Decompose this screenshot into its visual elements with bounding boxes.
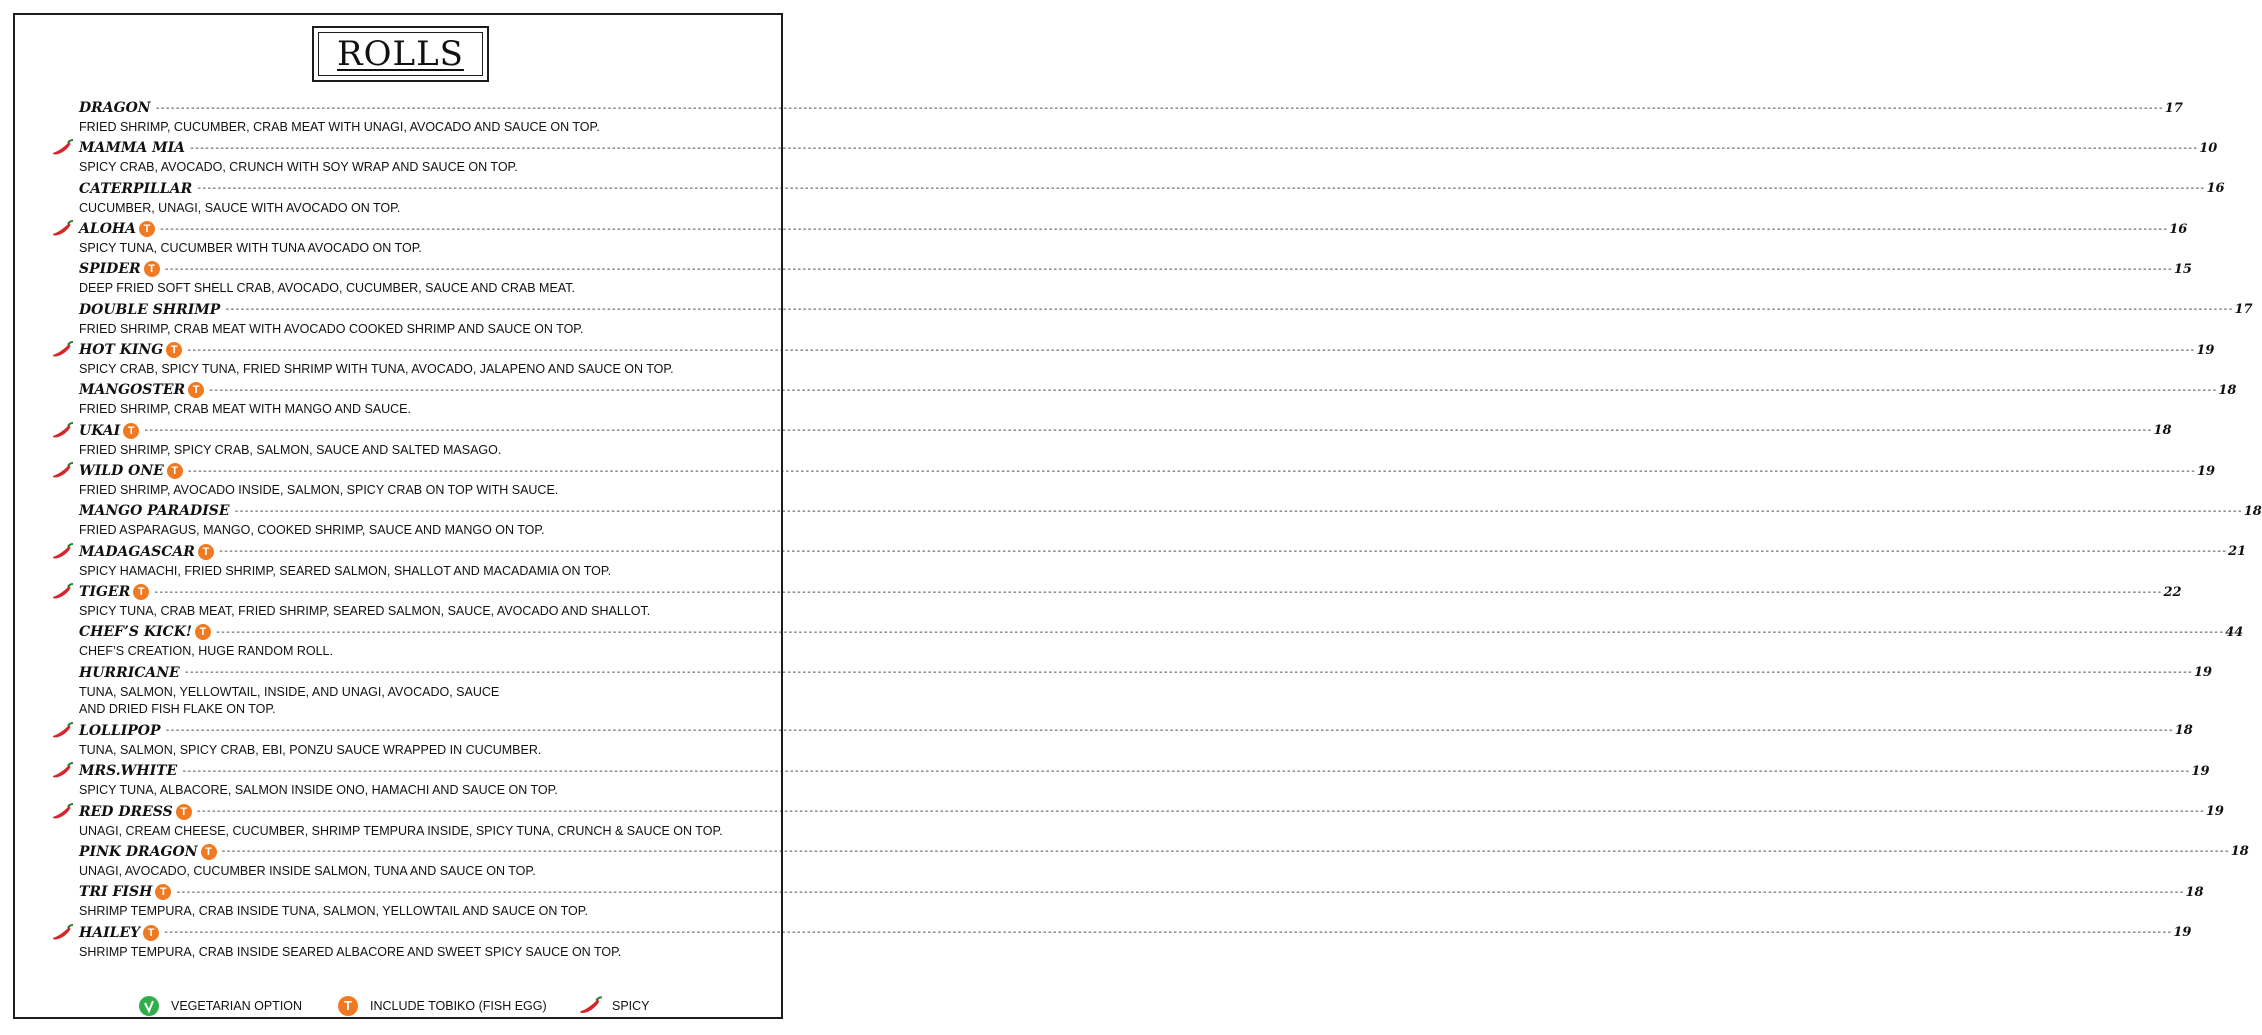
menu-item xyxy=(0,542,2247,582)
dotted-leader: ---------------------------------------------------------------------------------------------------------------------------------------------------------------------------------------------------------------------------------------------------------------------------------------------------------------------------------------------------------------------------------------------------------------- xyxy=(186,465,2195,477)
dotted-leader: ---------------------------------------------------------------------------------------------------------------------------------------------------------------------------------------------------------------------------------------------------------------------------------------------------------------------------------------------------------------------------------------------------------------- xyxy=(217,546,2227,558)
item-description xyxy=(79,119,729,136)
item-description xyxy=(79,280,729,297)
dotted-leader: ---------------------------------------------------------------------------------------------------------------------------------------------------------------------------------------------------------------------------------------------------------------------------------------------------------------------------------------------------------------------------------------------------------------- xyxy=(163,927,2172,939)
tobiko-icon: T xyxy=(166,342,182,358)
item-description xyxy=(79,742,729,759)
item-description xyxy=(79,361,729,378)
item-description-line: TUNA, SALMON, YELLOWTAIL, INSIDE, AND UNAGI, AVOCADO, SAUCE xyxy=(79,684,500,699)
item-description-line: SPICY HAMACHI, FRIED SHRIMP, SEARED SALMON, SHALLOT AND MACADAMIA ON TOP. xyxy=(79,563,612,578)
tobiko-icon: T xyxy=(167,463,183,479)
item-price: 19 xyxy=(2197,463,2216,479)
item-price: 18 xyxy=(2174,723,2193,739)
chili-pepper-icon xyxy=(51,924,75,942)
menu-item xyxy=(0,461,2216,501)
item-description-line: UNAGI, AVOCADO, CUCUMBER INSIDE SALMON, TUNA AND SAUCE ON TOP. xyxy=(79,863,536,878)
dotted-leader: ---------------------------------------------------------------------------------------------------------------------------------------------------------------------------------------------------------------------------------------------------------------------------------------------------------------------------------------------------------------------------------------------------------------- xyxy=(143,425,2152,437)
chili-pepper-icon xyxy=(51,762,75,780)
chili-pepper-icon xyxy=(51,422,75,440)
item-description xyxy=(79,903,729,920)
legend-vegetarian xyxy=(139,994,302,1018)
item-name: TIGER xyxy=(79,584,131,601)
item-price: 18 xyxy=(2153,423,2172,439)
menu-item xyxy=(0,721,2193,761)
chili-pepper-icon xyxy=(51,220,75,238)
item-price: 18 xyxy=(2218,382,2237,398)
item-name: UKAI xyxy=(79,422,121,439)
tobiko-icon: T xyxy=(123,423,139,439)
item-price: 44 xyxy=(2225,624,2244,640)
item-description xyxy=(79,401,729,418)
tobiko-icon: T xyxy=(144,261,160,277)
legend xyxy=(0,994,800,1020)
item-name: TRI FISH xyxy=(79,884,153,901)
dotted-leader: ---------------------------------------------------------------------------------------------------------------------------------------------------------------------------------------------------------------------------------------------------------------------------------------------------------------------------------------------------------------------------------------------------------------- xyxy=(220,846,2229,858)
item-price: 15 xyxy=(2173,261,2192,277)
menu-item xyxy=(0,842,2249,882)
item-description xyxy=(79,159,729,176)
item-description xyxy=(79,643,729,660)
menu-item xyxy=(0,259,2192,299)
chili-pepper-icon xyxy=(51,139,75,157)
item-description xyxy=(79,944,729,961)
item-price: 19 xyxy=(2205,804,2224,819)
item-description xyxy=(79,563,729,580)
item-description xyxy=(79,684,729,718)
item-description-line: FRIED ASPARAGUS, MANGO, COOKED SHRIMP, SAUCE AND MANGO ON TOP. xyxy=(79,523,545,538)
dotted-leader: ---------------------------------------------------------------------------------------------------------------------------------------------------------------------------------------------------------------------------------------------------------------------------------------------------------------------------------------------------------------------------------------------------------------- xyxy=(181,765,2190,777)
item-description-line: UNAGI, CREAM CHEESE, CUCUMBER, SHRIMP TEMPURA INSIDE, SPICY TUNA, CRUNCH & SAUCE ON TOP. xyxy=(79,823,723,838)
tobiko-icon: T xyxy=(195,624,211,640)
dotted-leader: ---------------------------------------------------------------------------------------------------------------------------------------------------------------------------------------------------------------------------------------------------------------------------------------------------------------------------------------------------------------------------------------------------------------- xyxy=(215,626,2224,638)
item-description-line: DEEP FRIED SOFT SHELL CRAB, AVOCADO, CUCUMBER, SAUCE AND CRAB MEAT. xyxy=(79,281,575,296)
item-description xyxy=(79,823,729,840)
menu-item xyxy=(0,882,2204,922)
dotted-leader: ---------------------------------------------------------------------------------------------------------------------------------------------------------------------------------------------------------------------------------------------------------------------------------------------------------------------------------------------------------------------------------------------------------------- xyxy=(183,667,2192,679)
dotted-leader: ---------------------------------------------------------------------------------------------------------------------------------------------------------------------------------------------------------------------------------------------------------------------------------------------------------------------------------------------------------------------------------------------------------------- xyxy=(159,223,2168,235)
item-name: HAILEY xyxy=(79,924,141,941)
chili-pepper-icon xyxy=(51,462,75,480)
menu-item xyxy=(0,622,2244,662)
page-title: ROLLS xyxy=(337,34,464,74)
item-name: PINK DRAGON xyxy=(79,843,198,860)
chili-pepper-icon xyxy=(578,996,604,1016)
item-description xyxy=(79,321,729,338)
item-price: 17 xyxy=(2234,302,2253,318)
chili-pepper-icon xyxy=(51,543,75,561)
dotted-leader: ---------------------------------------------------------------------------------------------------------------------------------------------------------------------------------------------------------------------------------------------------------------------------------------------------------------------------------------------------------------------------------------------------------------- xyxy=(208,384,2217,396)
menu-item xyxy=(0,923,2192,963)
menu-item xyxy=(0,219,2188,259)
item-price: 22 xyxy=(2163,584,2182,600)
menu-item xyxy=(0,380,2237,420)
chili-pepper-icon xyxy=(51,341,75,359)
item-description-line: SPICY TUNA, ALBACORE, SALMON INSIDE ONO, HAMACHI AND SAUCE ON TOP. xyxy=(79,783,558,798)
item-description-line: TUNA, SALMON, SPICY CRAB, EBI, PONZU SAUCE WRAPPED IN CUCUMBER. xyxy=(79,742,542,757)
vegetarian-icon xyxy=(139,996,159,1016)
dotted-leader: ---------------------------------------------------------------------------------------------------------------------------------------------------------------------------------------------------------------------------------------------------------------------------------------------------------------------------------------------------------------------------------------------------------------- xyxy=(163,263,2172,275)
item-name: HOT KING xyxy=(79,342,164,359)
dotted-leader: ---------------------------------------------------------------------------------------------------------------------------------------------------------------------------------------------------------------------------------------------------------------------------------------------------------------------------------------------------------------------------------------------------------------- xyxy=(153,586,2162,598)
chili-pepper-icon xyxy=(51,722,75,740)
item-name: MAMMA MIA xyxy=(79,140,185,157)
item-name: WILD ONE xyxy=(79,463,164,480)
tobiko-icon: T xyxy=(188,382,204,398)
tobiko-icon: T xyxy=(201,844,217,860)
item-description xyxy=(79,240,729,257)
item-price: 16 xyxy=(2169,221,2188,237)
menu-item xyxy=(0,582,2182,622)
menu-item xyxy=(0,761,2210,801)
item-name: RED DRESS xyxy=(79,803,173,820)
item-description-line: SHRIMP TEMPURA, CRAB INSIDE SEARED ALBACORE AND SWEET SPICY SAUCE ON TOP. xyxy=(79,944,622,959)
item-price: 21 xyxy=(2228,544,2247,560)
tobiko-icon: T xyxy=(338,996,358,1016)
item-description-line: FRIED SHRIMP, CRAB MEAT WITH MANGO AND SAUCE. xyxy=(79,402,411,417)
item-description-line: SHRIMP TEMPURA, CRAB INSIDE TUNA, SALMON, YELLOWTAIL AND SAUCE ON TOP. xyxy=(79,904,588,919)
item-name: DOUBLE SHRIMP xyxy=(79,301,221,318)
dotted-leader: ---------------------------------------------------------------------------------------------------------------------------------------------------------------------------------------------------------------------------------------------------------------------------------------------------------------------------------------------------------------------------------------------------------------- xyxy=(196,183,2205,195)
item-name: HURRICANE xyxy=(79,664,180,681)
item-name: MANGO PARADISE xyxy=(79,503,230,520)
item-name: MRS.WHITE xyxy=(79,763,178,780)
item-description-line: CUCUMBER, UNAGI, SAUCE WITH AVOCADO ON TOP. xyxy=(79,200,401,215)
item-name: MANGOSTER xyxy=(79,382,186,399)
item-price: 18 xyxy=(2185,884,2204,900)
legend-vegetarian-label: VEGETARIAN OPTION xyxy=(171,999,303,1013)
menu-item xyxy=(0,340,2215,380)
item-price: 18 xyxy=(2243,503,2262,519)
item-description-line: CHEF’S CREATION, HUGE RANDOM ROLL. xyxy=(79,644,333,659)
dotted-leader: ---------------------------------------------------------------------------------------------------------------------------------------------------------------------------------------------------------------------------------------------------------------------------------------------------------------------------------------------------------------------------------------------------------------- xyxy=(164,725,2173,737)
item-name: CHEF’S KICK! xyxy=(79,624,193,641)
item-description xyxy=(79,442,729,459)
item-price: 19 xyxy=(2191,763,2210,779)
item-description-line: FRIED SHRIMP, AVOCADO INSIDE, SALMON, SPICY CRAB ON TOP WITH SAUCE. xyxy=(79,483,559,498)
item-description-line: AND DRIED FISH FLAKE ON TOP. xyxy=(79,701,276,716)
chili-pepper-icon xyxy=(51,583,75,601)
dotted-leader: ---------------------------------------------------------------------------------------------------------------------------------------------------------------------------------------------------------------------------------------------------------------------------------------------------------------------------------------------------------------------------------------------------------------- xyxy=(224,304,2233,316)
chili-pepper-icon xyxy=(51,803,75,821)
dotted-leader: ---------------------------------------------------------------------------------------------------------------------------------------------------------------------------------------------------------------------------------------------------------------------------------------------------------------------------------------------------------------------------------------------------------------- xyxy=(175,886,2184,898)
dotted-leader: ---------------------------------------------------------------------------------------------------------------------------------------------------------------------------------------------------------------------------------------------------------------------------------------------------------------------------------------------------------------------------------------------------------------- xyxy=(233,505,2242,517)
menu-item xyxy=(0,98,2183,138)
legend-tobiko-label: INCLUDE TOBIKO (FISH EGG) xyxy=(370,999,547,1013)
item-name: LOLLIPOP xyxy=(79,722,161,739)
menu-item xyxy=(0,802,2224,842)
item-description-line: FRIED SHRIMP, CRAB MEAT WITH AVOCADO COOKED SHRIMP AND SAUCE ON TOP. xyxy=(79,321,584,336)
item-description-line: SPICY TUNA, CUCUMBER WITH TUNA AVOCADO ON TOP. xyxy=(79,241,422,256)
item-name: DRAGON xyxy=(79,100,151,116)
item-description-line: FRIED SHRIMP, SPICY CRAB, SALMON, SAUCE AND SALTED MASAGO. xyxy=(79,442,502,457)
menu-item xyxy=(0,138,2218,178)
dotted-leader: ---------------------------------------------------------------------------------------------------------------------------------------------------------------------------------------------------------------------------------------------------------------------------------------------------------------------------------------------------------------------------------------------------------------- xyxy=(195,806,2204,817)
menu-item xyxy=(0,300,2253,340)
item-description xyxy=(79,522,729,539)
item-price: 17 xyxy=(2164,100,2183,116)
item-description xyxy=(79,782,729,799)
item-description-line: FRIED SHRIMP, CUCUMBER, CRAB MEAT WITH UNAGI, AVOCADO AND SAUCE ON TOP. xyxy=(79,120,600,134)
item-price: 10 xyxy=(2199,140,2218,156)
legend-spicy-label: SPICY xyxy=(612,999,650,1013)
tobiko-icon: T xyxy=(143,925,159,941)
item-description-line: SPICY CRAB, SPICY TUNA, FRIED SHRIMP WITH TUNA, AVOCADO, JALAPENO AND SAUCE ON TOP. xyxy=(79,362,674,377)
dotted-leader: ---------------------------------------------------------------------------------------------------------------------------------------------------------------------------------------------------------------------------------------------------------------------------------------------------------------------------------------------------------------------------------------------------------------- xyxy=(186,344,2195,356)
dotted-leader: ---------------------------------------------------------------------------------------------------------------------------------------------------------------------------------------------------------------------------------------------------------------------------------------------------------------------------------------------------------------------------------------------------------------- xyxy=(154,102,2163,114)
title-box xyxy=(312,26,489,82)
item-description xyxy=(79,200,729,217)
item-name: MADAGASCAR xyxy=(79,543,195,560)
menu-item xyxy=(0,501,2262,541)
item-price: 19 xyxy=(2196,342,2215,358)
tobiko-icon: T xyxy=(139,221,155,237)
item-name: CATERPILLAR xyxy=(79,180,193,197)
menu-item xyxy=(0,663,2213,721)
tobiko-icon: T xyxy=(155,884,171,900)
item-description xyxy=(79,482,729,499)
legend-tobiko xyxy=(338,994,547,1018)
item-price: 16 xyxy=(2206,181,2225,197)
item-price: 19 xyxy=(2173,925,2192,941)
tobiko-icon: T xyxy=(176,804,192,820)
tobiko-icon: T xyxy=(198,544,214,560)
menu-item xyxy=(0,421,2172,461)
menu-items-list xyxy=(0,98,2262,963)
item-price: 18 xyxy=(2230,844,2249,860)
menu-item xyxy=(0,179,2225,219)
item-description xyxy=(79,603,729,620)
item-description-line: SPICY TUNA, CRAB MEAT, FRIED SHRIMP, SEARED SALMON, SAUCE, AVOCADO AND SHALLOT. xyxy=(79,604,651,619)
item-name: ALOHA xyxy=(79,221,136,238)
tobiko-icon: T xyxy=(133,584,149,600)
dotted-leader: ---------------------------------------------------------------------------------------------------------------------------------------------------------------------------------------------------------------------------------------------------------------------------------------------------------------------------------------------------------------------------------------------------------------- xyxy=(189,142,2198,154)
item-description-line: SPICY CRAB, AVOCADO, CRUNCH WITH SOY WRAP AND SAUCE ON TOP. xyxy=(79,160,518,175)
item-price: 19 xyxy=(2193,665,2213,681)
item-description xyxy=(79,863,729,880)
item-name: SPIDER xyxy=(79,261,141,278)
legend-spicy xyxy=(578,994,650,1018)
